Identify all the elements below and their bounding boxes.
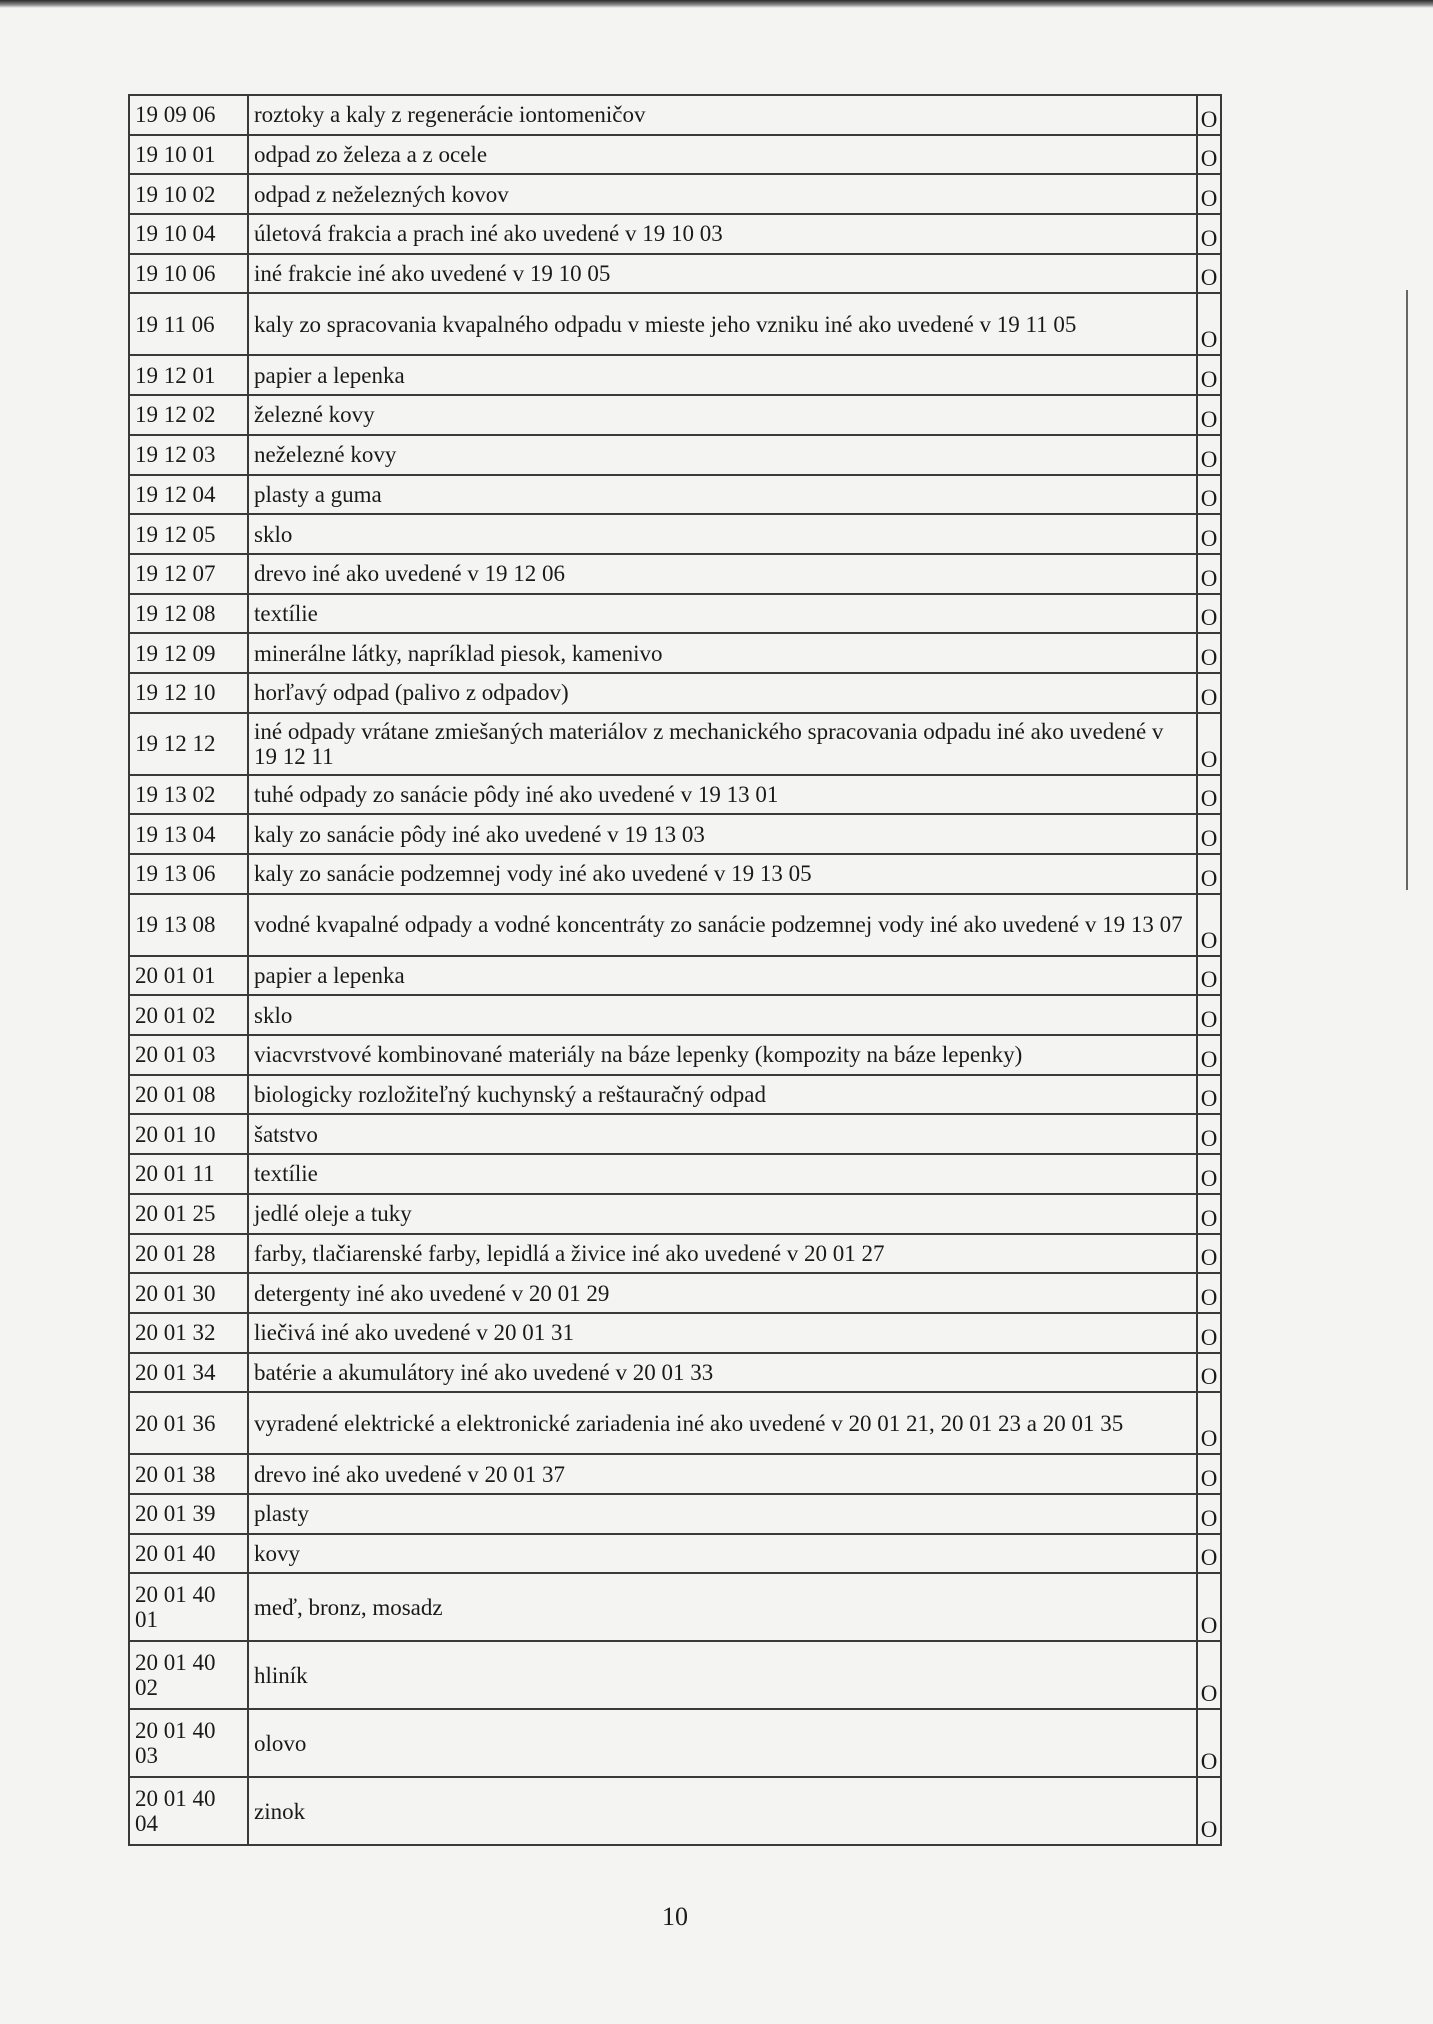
table-row [129,854,1221,894]
waste-category: O [1197,514,1221,554]
waste-code: 19 09 06 [129,95,248,135]
waste-category: O [1197,673,1221,713]
waste-category: O [1197,214,1221,254]
waste-code: 20 01 25 [129,1194,248,1234]
table-row [129,1573,1221,1641]
waste-category: O [1197,995,1221,1035]
waste-description: kaly zo sanácie pôdy iné ako uvedené v 19 13 03 [248,814,1197,854]
waste-description: plasty a guma [248,475,1197,515]
table-row [129,713,1221,775]
waste-description: drevo iné ako uvedené v 19 12 06 [248,554,1197,594]
waste-description: sklo [248,514,1197,554]
table-row [129,1353,1221,1393]
waste-description: textílie [248,594,1197,634]
waste-code: 20 01 32 [129,1313,248,1353]
waste-category: O [1197,355,1221,395]
waste-category: O [1197,956,1221,996]
table-row [129,894,1221,956]
table-row [129,174,1221,214]
waste-category: O [1197,713,1221,775]
table-row [129,1709,1221,1777]
table-row [129,956,1221,996]
waste-category: O [1197,1273,1221,1313]
waste-description: odpad zo železa a z ocele [248,135,1197,175]
waste-code: 20 01 34 [129,1353,248,1393]
table-row [129,135,1221,175]
waste-category: O [1197,254,1221,294]
waste-category: O [1197,1194,1221,1234]
table-row [129,1494,1221,1534]
scan-top-edge [0,0,1433,8]
waste-description: farby, tlačiarenské farby, lepidlá a živice iné ako uvedené v 20 01 27 [248,1234,1197,1274]
waste-description: vyradené elektrické a elektronické zariadenia iné ako uvedené v 20 01 21, 20 01 23 a 20 01 35 [248,1392,1197,1454]
table-row [129,594,1221,634]
table-row [129,995,1221,1035]
table-row [129,1454,1221,1494]
waste-category: O [1197,475,1221,515]
table-row [129,1154,1221,1194]
waste-category: O [1197,293,1221,355]
waste-description: jedlé oleje a tuky [248,1194,1197,1234]
waste-code: 19 13 06 [129,854,248,894]
waste-code: 20 01 40 04 [129,1777,248,1845]
waste-code: 19 12 07 [129,554,248,594]
waste-description: tuhé odpady zo sanácie pôdy iné ako uvedené v 19 13 01 [248,775,1197,815]
waste-code: 20 01 10 [129,1114,248,1154]
table-row [129,554,1221,594]
table-row [129,214,1221,254]
waste-category: O [1197,1573,1221,1641]
table-row [129,254,1221,294]
waste-code: 19 10 04 [129,214,248,254]
table-row [129,514,1221,554]
waste-category: O [1197,1392,1221,1454]
waste-description: papier a lepenka [248,956,1197,996]
waste-code: 20 01 38 [129,1454,248,1494]
waste-category: O [1197,1494,1221,1534]
waste-category: O [1197,1454,1221,1494]
waste-description: sklo [248,995,1197,1035]
waste-category: O [1197,174,1221,214]
table-row [129,1273,1221,1313]
waste-category: O [1197,894,1221,956]
waste-catalogue-table [128,94,1222,1846]
waste-code: 19 12 01 [129,355,248,395]
waste-description: liečivá iné ako uvedené v 20 01 31 [248,1313,1197,1353]
waste-description: kaly zo sanácie podzemnej vody iné ako uvedené v 19 13 05 [248,854,1197,894]
waste-category: O [1197,1353,1221,1393]
table-row [129,1534,1221,1574]
waste-category: O [1197,1234,1221,1274]
waste-code: 19 12 12 [129,713,248,775]
waste-code: 20 01 39 [129,1494,248,1534]
waste-description: iné odpady vrátane zmiešaných materiálov z mechanického spracovania odpadu iné ako uvedené v 19 12 11 [248,713,1197,775]
waste-description: kovy [248,1534,1197,1574]
waste-description: iné frakcie iné ako uvedené v 19 10 05 [248,254,1197,294]
waste-category: O [1197,594,1221,634]
waste-description: textílie [248,1154,1197,1194]
waste-description: plasty [248,1494,1197,1534]
waste-category: O [1197,395,1221,435]
waste-description: olovo [248,1709,1197,1777]
waste-description: drevo iné ako uvedené v 20 01 37 [248,1454,1197,1494]
waste-code: 19 13 08 [129,894,248,956]
waste-code: 19 12 03 [129,435,248,475]
waste-description: úletová frakcia a prach iné ako uvedené v 19 10 03 [248,214,1197,254]
waste-category: O [1197,775,1221,815]
waste-code: 19 12 09 [129,633,248,673]
waste-code: 20 01 28 [129,1234,248,1274]
waste-code: 20 01 03 [129,1035,248,1075]
scan-edge-mark [1406,290,1408,890]
waste-description: detergenty iné ako uvedené v 20 01 29 [248,1273,1197,1313]
waste-category: O [1197,1154,1221,1194]
waste-code: 20 01 30 [129,1273,248,1313]
table-row [129,435,1221,475]
table-row [129,355,1221,395]
waste-code: 19 12 05 [129,514,248,554]
waste-category: O [1197,1641,1221,1709]
table-row [129,95,1221,135]
table-row [129,1234,1221,1274]
waste-description: viacvrstvové kombinované materiály na báze lepenky (kompozity na báze lepenky) [248,1035,1197,1075]
waste-code: 19 10 02 [129,174,248,214]
table-row [129,775,1221,815]
waste-category: O [1197,1075,1221,1115]
waste-description: odpad z neželezných kovov [248,174,1197,214]
table-row [129,814,1221,854]
table-row [129,1641,1221,1709]
waste-code: 20 01 40 03 [129,1709,248,1777]
waste-description: minerálne látky, napríklad piesok, kamenivo [248,633,1197,673]
waste-description: šatstvo [248,1114,1197,1154]
waste-category: O [1197,1534,1221,1574]
table-row [129,293,1221,355]
waste-category: O [1197,554,1221,594]
waste-category: O [1197,1114,1221,1154]
waste-code: 20 01 36 [129,1392,248,1454]
waste-code: 20 01 08 [129,1075,248,1115]
waste-description: meď, bronz, mosadz [248,1573,1197,1641]
waste-description: biologicky rozložiteľný kuchynský a reštauračný odpad [248,1075,1197,1115]
table-row [129,1075,1221,1115]
waste-description: vodné kvapalné odpady a vodné koncentráty zo sanácie podzemnej vody iné ako uvedené v 19 13 07 [248,894,1197,956]
table-row [129,1392,1221,1454]
waste-category: O [1197,1035,1221,1075]
table-row [129,673,1221,713]
waste-code: 19 13 04 [129,814,248,854]
waste-code: 20 01 40 02 [129,1641,248,1709]
waste-category: O [1197,1313,1221,1353]
table-row [129,395,1221,435]
waste-code: 19 12 08 [129,594,248,634]
waste-code: 20 01 40 [129,1534,248,1574]
waste-code: 19 10 06 [129,254,248,294]
waste-table-body [129,95,1221,1845]
waste-category: O [1197,435,1221,475]
waste-category: O [1197,814,1221,854]
waste-code: 19 12 10 [129,673,248,713]
table-row [129,1114,1221,1154]
waste-code: 19 12 02 [129,395,248,435]
waste-code: 19 11 06 [129,293,248,355]
waste-description: hliník [248,1641,1197,1709]
table-row [129,475,1221,515]
waste-code: 20 01 11 [129,1154,248,1194]
waste-code: 19 12 04 [129,475,248,515]
table-row [129,1194,1221,1234]
waste-description: roztoky a kaly z regenerácie iontomeničov [248,95,1197,135]
waste-code: 20 01 40 01 [129,1573,248,1641]
waste-description: papier a lepenka [248,355,1197,395]
page-number: 10 [662,1902,688,1931]
waste-description: batérie a akumulátory iné ako uvedené v 20 01 33 [248,1353,1197,1393]
waste-code: 20 01 02 [129,995,248,1035]
table-row [129,1313,1221,1353]
waste-code: 19 13 02 [129,775,248,815]
waste-description: železné kovy [248,395,1197,435]
waste-category: O [1197,1709,1221,1777]
waste-category: O [1197,854,1221,894]
waste-code: 19 10 01 [129,135,248,175]
waste-description: horľavý odpad (palivo z odpadov) [248,673,1197,713]
waste-code: 20 01 01 [129,956,248,996]
waste-description: kaly zo spracovania kvapalného odpadu v mieste jeho vzniku iné ako uvedené v 19 11 05 [248,293,1197,355]
waste-category: O [1197,633,1221,673]
waste-description: neželezné kovy [248,435,1197,475]
waste-description: zinok [248,1777,1197,1845]
table-row [129,1777,1221,1845]
table-row [129,1035,1221,1075]
waste-category: O [1197,1777,1221,1845]
waste-category: O [1197,95,1221,135]
table-row [129,633,1221,673]
waste-category: O [1197,135,1221,175]
